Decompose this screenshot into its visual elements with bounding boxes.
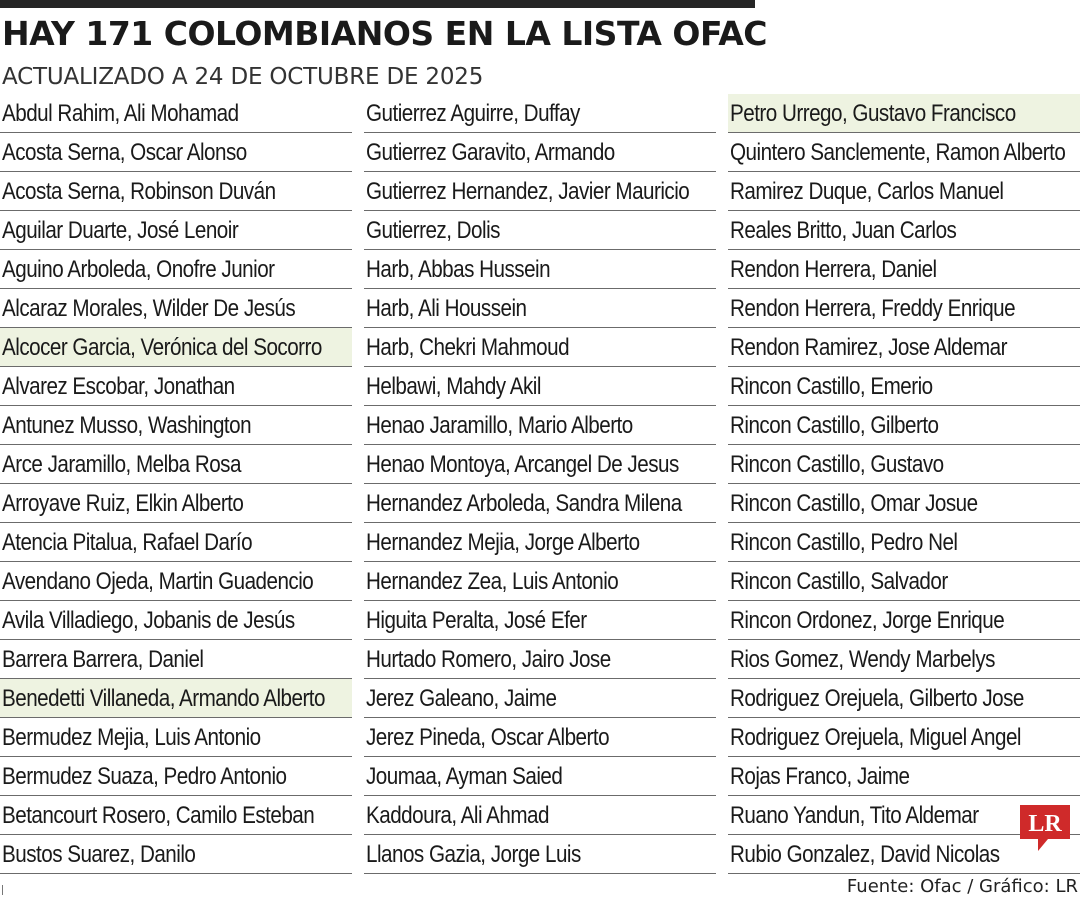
list-item-name: Petro Urrego, Gustavo Francisco <box>730 100 1016 127</box>
list-item-name: Rojas Franco, Jaime <box>730 763 910 790</box>
list-item <box>728 406 1080 445</box>
list-item <box>364 757 716 796</box>
list-item <box>0 835 352 874</box>
page-subtitle: ACTUALIZADO A 24 DE OCTUBRE DE 2025 <box>2 64 484 90</box>
list-item <box>0 133 352 172</box>
list-item-name: Henao Montoya, Arcangel De Jesus <box>366 451 679 478</box>
list-item <box>0 523 352 562</box>
list-item <box>364 367 716 406</box>
list-item-name: Gutierrez Garavito, Armando <box>366 139 615 166</box>
list-item-name: Higuita Peralta, José Efer <box>366 607 587 634</box>
list-item-name: Rendon Herrera, Freddy Enrique <box>730 295 1016 322</box>
list-item <box>364 484 716 523</box>
list-item <box>364 133 716 172</box>
list-item <box>364 640 716 679</box>
list-item-name: Aguilar Duarte, José Lenoir <box>2 217 239 244</box>
list-item-name: Harb, Ali Houssein <box>366 295 527 322</box>
list-item-name: Alcaraz Morales, Wilder De Jesús <box>2 295 296 322</box>
list-item-name: Ruano Yandun, Tito Aldemar <box>730 802 979 829</box>
list-item-name: Ramirez Duque, Carlos Manuel <box>730 178 1004 205</box>
list-item-name: Rendon Herrera, Daniel <box>730 256 937 283</box>
column-2 <box>364 94 716 874</box>
list-item <box>728 601 1080 640</box>
lr-logo-text: LR <box>1028 811 1062 837</box>
list-item <box>364 328 716 367</box>
list-item <box>728 250 1080 289</box>
list-item <box>364 523 716 562</box>
lr-logo <box>1018 803 1072 853</box>
list-item <box>0 367 352 406</box>
list-item <box>0 172 352 211</box>
list-item-name: Harb, Chekri Mahmoud <box>366 334 570 361</box>
list-item <box>728 211 1080 250</box>
list-item-name: Rincon Castillo, Gilberto <box>730 412 939 439</box>
list-item-name: Rincon Castillo, Salvador <box>730 568 948 595</box>
list-item <box>728 94 1080 133</box>
list-item-name: Rodriguez Orejuela, Gilberto Jose <box>730 685 1024 712</box>
list-item-name: Hurtado Romero, Jairo Jose <box>366 646 611 673</box>
page-title: HAY 171 COLOMBIANOS EN LA LISTA OFAC <box>2 14 767 53</box>
list-item <box>728 562 1080 601</box>
list-item-name: Acosta Serna, Oscar Alonso <box>2 139 247 166</box>
list-item <box>0 601 352 640</box>
list-item <box>364 94 716 133</box>
list-item-name: Llanos Gazia, Jorge Luis <box>366 841 581 868</box>
list-item <box>364 172 716 211</box>
list-item-name: Rincon Ordonez, Jorge Enrique <box>730 607 1005 634</box>
list-item <box>364 796 716 835</box>
list-item-name: Arce Jaramillo, Melba Rosa <box>2 451 241 478</box>
list-item <box>728 640 1080 679</box>
list-item <box>728 679 1080 718</box>
list-item-name: Hernandez Arboleda, Sandra Milena <box>366 490 682 517</box>
list-item <box>0 562 352 601</box>
list-item-name: Arroyave Ruiz, Elkin Alberto <box>2 490 244 517</box>
list-item <box>364 835 716 874</box>
list-item-name: Quintero Sanclemente, Ramon Alberto <box>730 139 1066 166</box>
list-item-name: Rincon Castillo, Emerio <box>730 373 933 400</box>
list-item <box>0 640 352 679</box>
list-item-name: Atencia Pitalua, Rafael Darío <box>2 529 253 556</box>
list-item-name: Gutierrez Aguirre, Duffay <box>366 100 580 127</box>
list-item <box>728 172 1080 211</box>
list-item-name: Helbawi, Mahdy Akil <box>366 373 541 400</box>
list-item <box>0 328 352 367</box>
list-item-name: Gutierrez, Dolis <box>366 217 500 244</box>
list-item-name: Alcocer Garcia, Verónica del Socorro <box>2 334 322 361</box>
list-item <box>728 757 1080 796</box>
footer-tick <box>2 885 3 895</box>
list-item-name: Jerez Pineda, Oscar Alberto <box>366 724 610 751</box>
source-credit: Fuente: Ofac / Gráfico: LR <box>846 876 1078 897</box>
list-item-name: Rodriguez Orejuela, Miguel Angel <box>730 724 1021 751</box>
list-item-name: Joumaa, Ayman Saied <box>366 763 563 790</box>
name-columns <box>0 94 1080 876</box>
list-item <box>0 679 352 718</box>
list-item <box>364 445 716 484</box>
list-item-name: Kaddoura, Ali Ahmad <box>366 802 549 829</box>
column-3 <box>728 94 1080 874</box>
list-item <box>0 289 352 328</box>
list-item <box>364 718 716 757</box>
list-item-name: Gutierrez Hernandez, Javier Mauricio <box>366 178 690 205</box>
top-rule <box>0 0 755 8</box>
list-item-name: Reales Britto, Juan Carlos <box>730 217 957 244</box>
list-item <box>364 211 716 250</box>
list-item <box>728 289 1080 328</box>
list-item <box>364 406 716 445</box>
list-item-name: Avendano Ojeda, Martin Guadencio <box>2 568 314 595</box>
list-item <box>728 133 1080 172</box>
list-item <box>0 757 352 796</box>
list-item <box>364 601 716 640</box>
list-item-name: Bustos Suarez, Danilo <box>2 841 196 868</box>
list-item-name: Abdul Rahim, Ali Mohamad <box>2 100 239 127</box>
list-item <box>0 484 352 523</box>
list-item-name: Acosta Serna, Robinson Duván <box>2 178 276 205</box>
list-item-name: Harb, Abbas Hussein <box>366 256 551 283</box>
list-item <box>0 796 352 835</box>
list-item-name: Aguino Arboleda, Onofre Junior <box>2 256 275 283</box>
list-item-name: Antunez Musso, Washington <box>2 412 252 439</box>
list-item <box>364 679 716 718</box>
list-item <box>0 94 352 133</box>
list-item-name: Hernandez Zea, Luis Antonio <box>366 568 619 595</box>
list-item-name: Rendon Ramirez, Jose Aldemar <box>730 334 1007 361</box>
list-item-name: Jerez Galeano, Jaime <box>366 685 557 712</box>
list-item-name: Rios Gomez, Wendy Marbelys <box>730 646 995 673</box>
list-item <box>364 250 716 289</box>
list-item <box>364 289 716 328</box>
list-item <box>728 718 1080 757</box>
list-item-name: Rincon Castillo, Gustavo <box>730 451 944 478</box>
list-item-name: Benedetti Villaneda, Armando Alberto <box>2 685 325 712</box>
list-item <box>728 484 1080 523</box>
list-item <box>0 445 352 484</box>
list-item <box>728 367 1080 406</box>
list-item-name: Bermudez Mejia, Luis Antonio <box>2 724 261 751</box>
list-item-name: Bermudez Suaza, Pedro Antonio <box>2 763 287 790</box>
list-item-name: Barrera Barrera, Daniel <box>2 646 204 673</box>
list-item <box>728 328 1080 367</box>
list-item <box>0 250 352 289</box>
column-1 <box>0 94 352 874</box>
list-item <box>364 562 716 601</box>
list-item <box>0 406 352 445</box>
list-item-name: Rubio Gonzalez, David Nicolas <box>730 841 1000 868</box>
list-item-name: Rincon Castillo, Omar Josue <box>730 490 978 517</box>
list-item-name: Rincon Castillo, Pedro Nel <box>730 529 958 556</box>
list-item <box>0 211 352 250</box>
list-item-name: Hernandez Mejia, Jorge Alberto <box>366 529 640 556</box>
list-item-name: Alvarez Escobar, Jonathan <box>2 373 235 400</box>
list-item-name: Betancourt Rosero, Camilo Esteban <box>2 802 315 829</box>
list-item <box>0 718 352 757</box>
list-item <box>728 523 1080 562</box>
list-item <box>728 445 1080 484</box>
list-item-name: Henao Jaramillo, Mario Alberto <box>366 412 633 439</box>
list-item-name: Avila Villadiego, Jobanis de Jesús <box>2 607 295 634</box>
